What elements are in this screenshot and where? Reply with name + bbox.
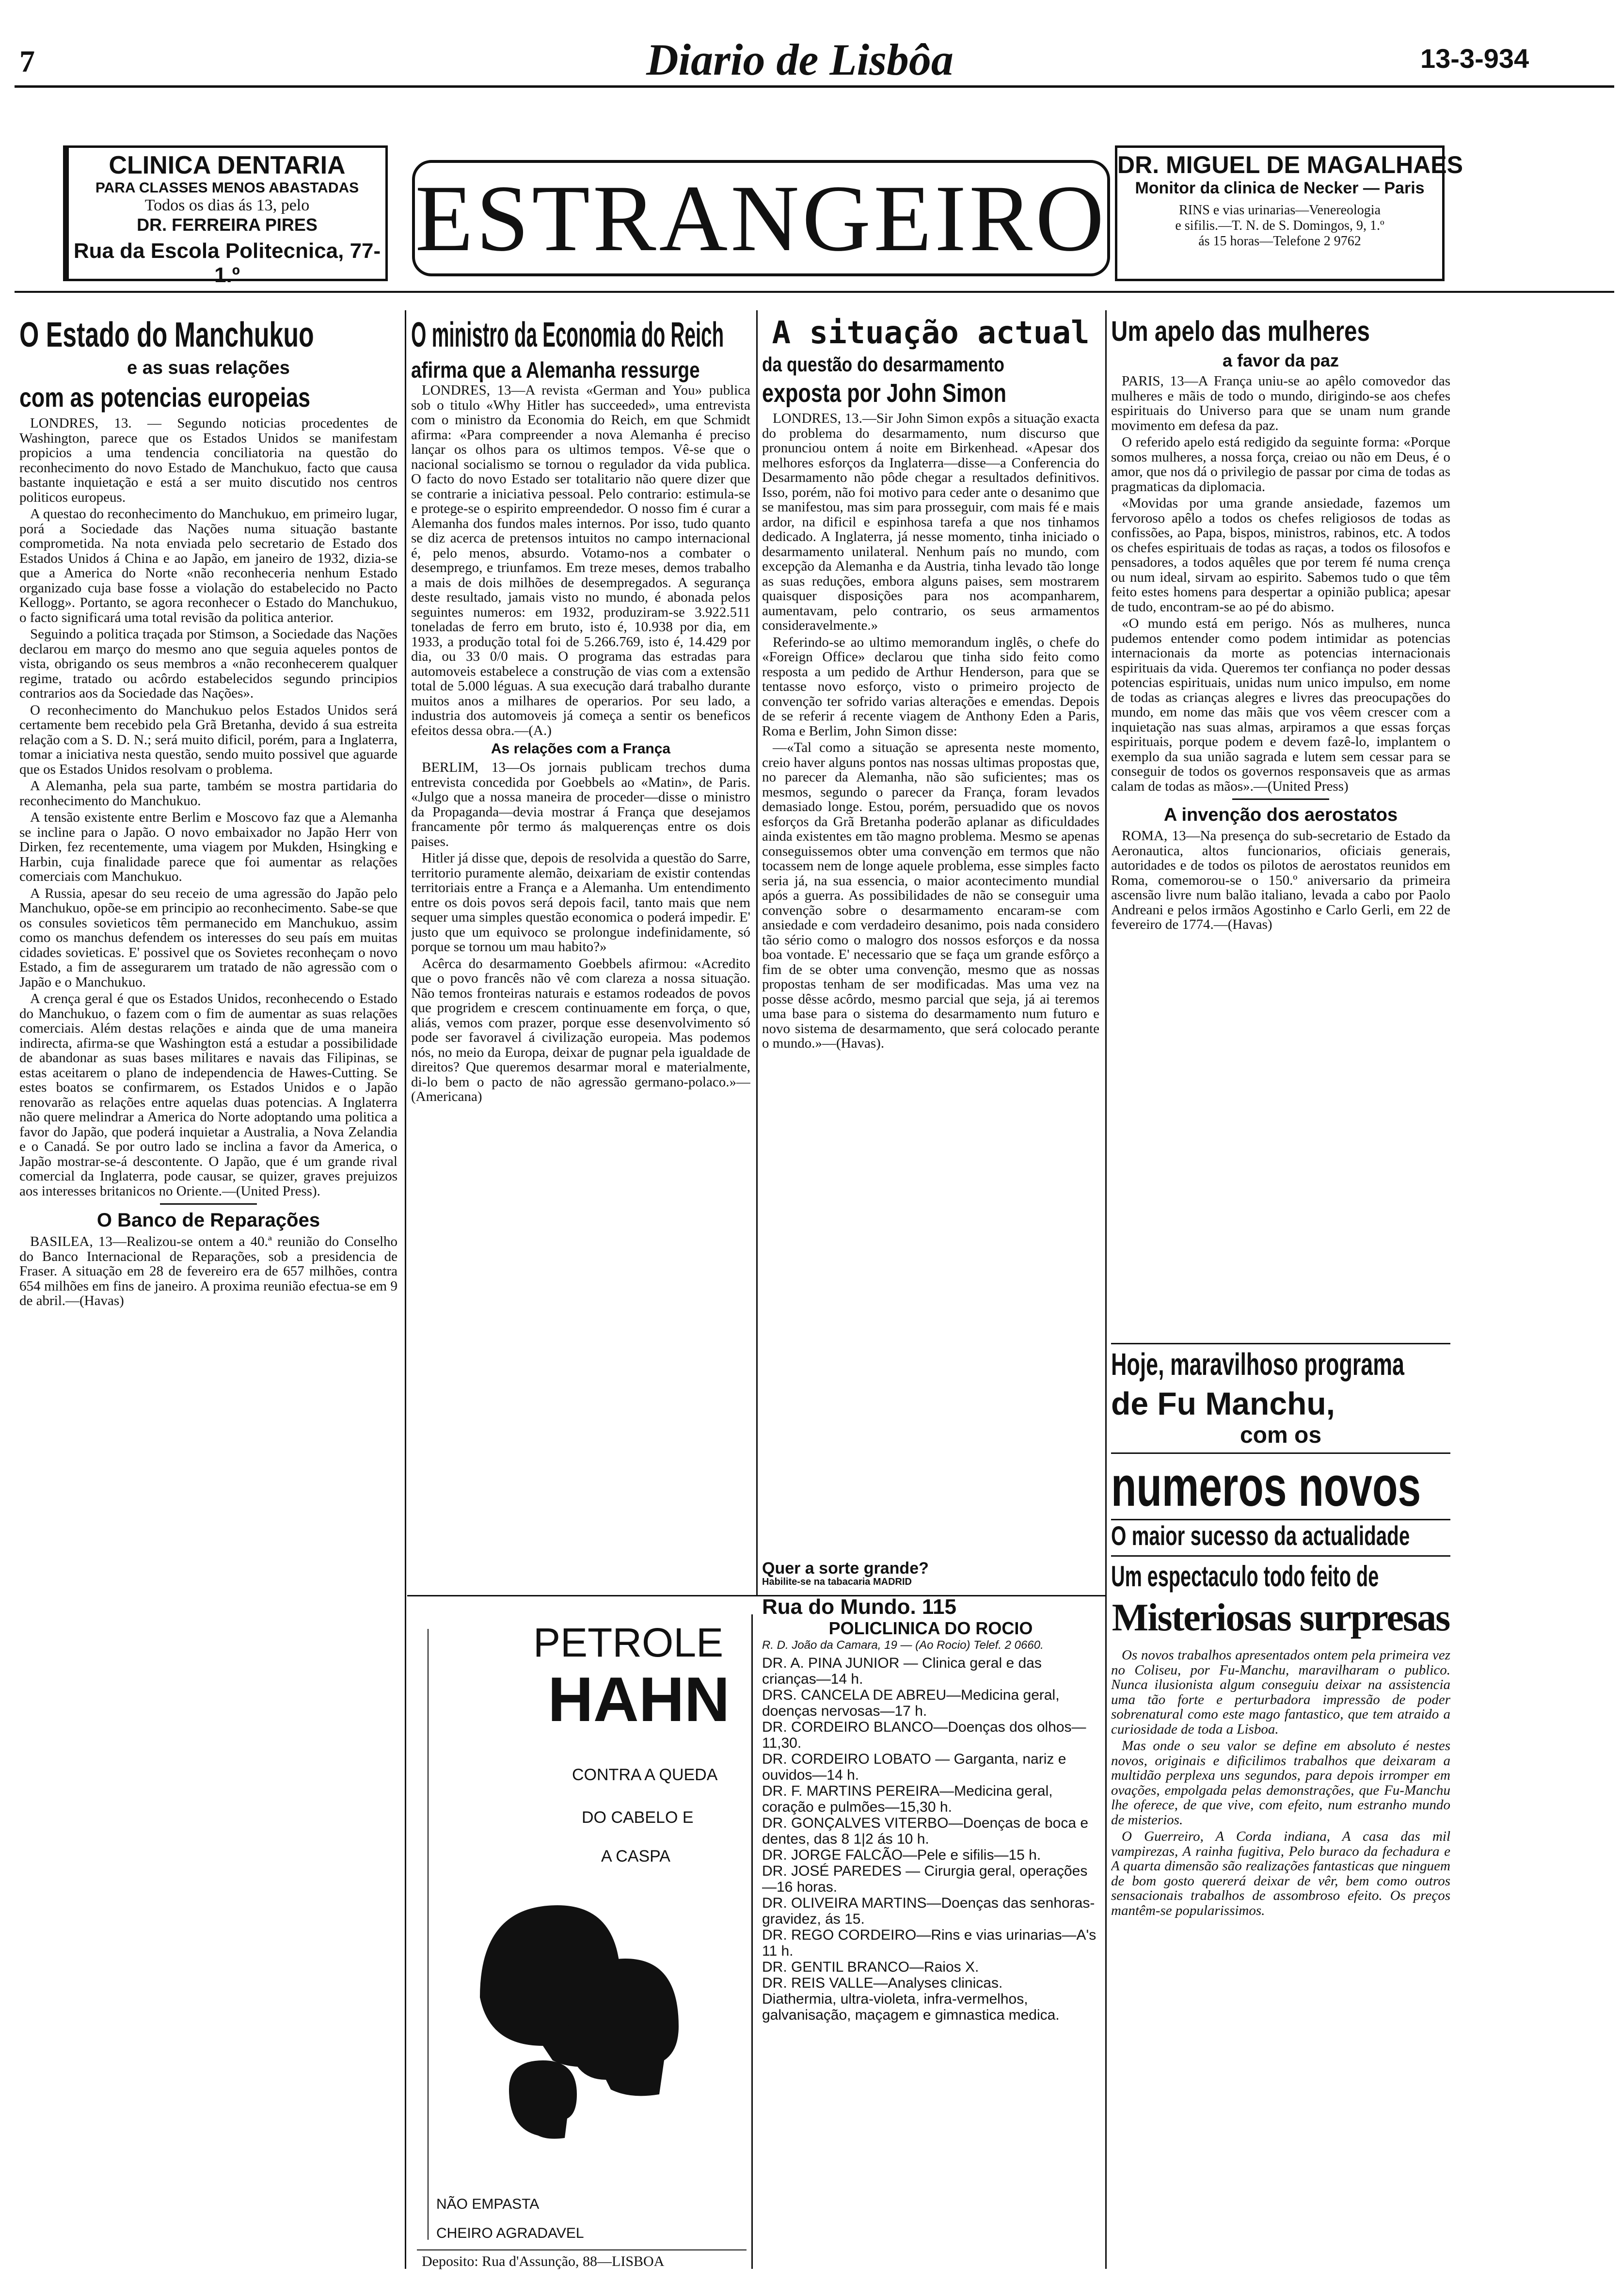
subhead: com as potencias europeias — [19, 382, 311, 413]
list-item: DR. GENTIL BRANCO—Raios X. — [762, 1959, 979, 1975]
paragraph: A Alemanha, pela sua parte, também se mostra partidaria do reconhecimento do Manchukuo. — [19, 778, 397, 809]
headline: O Banco de Reparações — [96, 1210, 320, 1231]
ad-line: DO CABELO E — [582, 1808, 694, 1827]
ad-title: POLICLINICA DO ROCIO — [828, 1618, 1033, 1638]
ad-line: Um espectaculo todo feito de — [1111, 1560, 1379, 1593]
ad-fu-manchu — [1111, 1343, 1450, 2269]
article-disarmament — [762, 315, 1099, 1556]
ad-line: DR. MIGUEL DE MAGALHAES — [1117, 151, 1463, 178]
brand-name: HAHN — [548, 1664, 730, 1735]
ad-line: ás 15 horas—Telefone 2 9762 — [1198, 234, 1361, 249]
subhead: As relações com a França — [491, 741, 671, 757]
ad-line: DR. FERREIRA PIRES — [137, 215, 318, 235]
section-banner: ESTRANGEIRO — [412, 160, 1110, 276]
paragraph: Mas onde o seu valor se define em absoluto é nestes novos, originais e dificilimos trabalhos que deixaram a multidão perplexa uns segundos, para depois irromper em ovações, empolgada pelas demonstrações, que Fu-Manchu lhe oferece, de que vive, com efeito, num estranho mundo de misterios. — [1111, 1738, 1450, 1828]
list-item: DR. GONÇALVES VITERBO—Doenças de boca e dentes, das 8 1|2 ás 10 h. — [762, 1815, 1089, 1847]
ad-line: RINS e vias urinarias—Venereologia — [1179, 203, 1381, 218]
issue-date: 13-3-934 — [1420, 43, 1529, 74]
list-item: DR. REGO CORDEIRO—Rins e vias urinarias—A's 11 h. — [762, 1927, 1097, 1959]
paragraph: PARIS, 13—A França uniu-se ao apêlo comovedor das mulheres e mãis de todo o mundo, dirigindo-se aos chefes espirituais do Universo para que se unam num grande movimento em defesa da paz. — [1111, 373, 1450, 433]
ad-line: Misteriosas surpresas — [1112, 1596, 1450, 1639]
article-women-appeal — [1111, 315, 1450, 1338]
ad-line: Monitor da clinica de Necker — Paris — [1135, 179, 1425, 197]
list-item: Diathermia, ultra-violeta, infra-vermelhos, galvanisação, maçagem e gimnastica medica. — [762, 1991, 1060, 2023]
paragraph: «O mundo está em perigo. Nós as mulheres, nunca pudemos entender como podem intimidar as potencias internacionais da morte as potencias internacionais espirituais da vida. Queremos ter confiança no poder dessas potencias espirituais, unidas num unico impulso, em nome de todas as crianças alegres e livres das preocupações do mundo, em nome das mãis que vos vêem crescer com a inquietação nas suas almas, arpiramos a que essas forças espirituais, porque podem e devem fazê-lo, implantem o exemplo da sua união sagrada e lutem sem cessar para se conseguir de todos os governos responsaveis que as armas calam de todas as mãos».—(United Press) — [1111, 616, 1450, 794]
paragraph: A Russia, apesar do seu receio de uma agressão do Japão pelo Manchukuo, opõe-se em principio ao reconhecimento. Sabe-se que os consules sovieticos têm permanecido em Manchukuo, assim como os manchus defendem os interesses do seu país em muitas cidades sovieticas. E' possivel que os Sovietes reconheçam o novo Estado, a fim de assegurarem um tratado de não agressão com o Japão e o Manchukuo. — [19, 885, 397, 990]
paragraph: Hitler já disse que, depois de resolvida a questão do Sarre, territorio puramente alemão, deixariam de existir contendas territoriais entre a França e a Alemanha. Um entendimento entre os dois povos será depois facil, tanto mais que nem sequer uma simples questão economica o poderá impedir. E' justo que um equivoco se prolongue indefinidamente, só porque se tornou um mau habito?» — [411, 850, 750, 955]
headline: Um apelo das mulheres — [1111, 316, 1370, 347]
ad-line: Habilite-se na tabacaria MADRID — [762, 1577, 912, 1587]
product-name: PETROLE — [533, 1620, 724, 1665]
ad-line: CONTRA A QUEDA — [572, 1766, 718, 1784]
ad-line: com os — [1240, 1422, 1322, 1448]
ad-line: Todos os dias ás 13, pelo — [144, 196, 310, 214]
list-item: DR. CORDEIRO LOBATO — Garganta, nariz e ouvidos—14 h. — [762, 1751, 1066, 1783]
ad-petrole-hahn — [417, 1614, 747, 2269]
paragraph: BERLIM, 13—Os jornais publicam trechos duma entrevista concedida por Goebbels ao «Matin», de Paris. «Julgo que a nossa maneira de proceder—disse o ministro da Propaganda—devia mostrar á França que desejamos francamente pôr termo ás malquerenças entre os dois paises. — [411, 760, 750, 849]
ad-line: Deposito: Rua d'Assunção, 88—LISBOA — [422, 2253, 665, 2269]
newspaper-title: Diario de Lisbôa — [646, 35, 954, 84]
ad-sorte-address: Rua do Mundo. 115 — [762, 1595, 956, 1619]
article-reich-economy — [411, 315, 750, 1590]
ad-line: de Fu Manchu, — [1111, 1386, 1335, 1421]
article-manchukuo — [19, 315, 397, 2274]
paragraph: BASILEA, 13—Realizou-se ontem a 40.ª reunião do Conselho do Banco Internacional de Reparações, sob a presidencia de Fraser. A situação em 28 de fevereiro era de 657 milhões, contra 654 milhões em fins de janeiro. A proxima reunião efectua-se em 9 de abril.—(Havas) — [19, 1234, 397, 1308]
ad-line: O maior sucesso da actualidade — [1111, 1520, 1410, 1551]
paragraph: LONDRES, 13.—Sir John Simon expôs a situação exacta do problema do desarmamento, num discurso que pronunciou ontem á noite em Birkenhead. «Apesar dos melhores esforços da Inglaterra—disse—a Conferencia do Desarmamento não pôde chegar a resultados definitivos. Isso, porém, não foi motivo para ceder ante o desanimo que se manifestou, mas sim para prosseguir, com mais fé e mais ardor, na dificil e espinhosa tarefa a que nos tinhamos dedicado. A Inglaterra, já nesse momento, tinha iniciado o desarmamento unilateral. Nenhum país no mundo, com excepção da Alemanha e da Austria, tinha levado tão longe as suas reduções, embora alguns paises, sem mostrarem quaisquer disposições para nos acompanharem, aumentavam, pelo contrario, os seus armamentos consideravelmente.» — [762, 411, 1099, 633]
ad-policlinica — [762, 1618, 1099, 2268]
headline: A situação actual — [772, 315, 1090, 351]
page-number: 7 — [19, 44, 35, 79]
list-item: DR. OLIVEIRA MARTINS—Doenças das senhoras-gravidez, ás 15. — [762, 1895, 1095, 1927]
paragraph: A questao do reconhecimento do Manchukuo, em primeiro lugar, porá a Sociedade das Nações numa situação bastante comprometida. Na nota enviada pelo secretario de Estado dos Estados Unidos á China e ao Japão, em janeiro de 1932, dizia-se que a America do Norte «não reconheceria nenhum Estado organizado cuja base fosse a violação do estabelecido no Pacto Kellogg». Portanto, se agora reconhecer o Estado do Manchukuo, o facto significará uma total revisão da politica anterior. — [19, 506, 397, 625]
ad-sorte-grande — [762, 1560, 1099, 1595]
list-item: DRS. CANCELA DE ABREU—Medicina geral, doenças nervosas—17 h. — [762, 1687, 1060, 1719]
paragraph: LONDRES, 13—A revista «German and You» publica sob o titulo «Why Hitler has succeeded», uma entrevista com o ministro da Economia do Reich, em que Schmidt afirma: «Para compreender a nova Alemanha é preciso lançar os olhos para os ultimos tempos. Vê-se que o nacional socialismo se tornou o regulador da vida publica. O facto do novo Estado ser totalitario não quere dizer que se contrarie a iniciativa pessoal. Pelo contrario: estimula-se e protege-se o espirito empreendedor. O nosso fim é curar a Alemanha dos fundos males internos. Por isso, tudo quanto se diz acerca de pretensos intuitos no campo internacional é, pelo menos, absurdo. Votamo-nos a combater o desemprego, e triunfamos. Em treze meses, demos trabalho a mais de dois milhões de desempregados. A segurança deste resultado, jamais visto no mundo, é abonada pelos seguintes numeros: em 1932, produziram-se 3.922.511 toneladas de ferro em bruto, isto é, 10.938 por dia, em 1933, a produção total foi de 5.266.769, isto é, 14.429 por dia, ou 33 0/0 mais. O programa das estradas para automoveis estabelece a construção de vias com a extensão total de 5.000 léguas. A sua execução dará trabalho durante muitos anos a milhares de operarios. Por seu lado, a industria dos automoveis já começa a sentir os beneficos efeitos dessa obra.—(A.) — [411, 383, 750, 738]
subhead: a favor da paz — [1222, 351, 1339, 370]
ad-line: Hoje, maravilhoso programa — [1111, 1347, 1404, 1382]
headline: O Estado do Manchukuo — [19, 316, 314, 354]
subhead: e as suas relações — [127, 358, 290, 378]
list-item: DR. JORGE FALCÃO—Pele e sifilis—15 h. — [762, 1847, 1041, 1863]
paragraph: O referido apelo está redigido da seguinte forma: «Porque somos mulheres, a nossa força, creiao ou não em Deus, é o amor, que nos dá o privilegio de passar por cima de todas as pragmaticas da diplomacia. — [1111, 434, 1450, 494]
ad-line: A CASPA — [601, 1847, 670, 1866]
paragraph: O reconhecimento do Manchukuo pelos Estados Unidos será certamente bem recebido pela Grã Bretanha, devido á sua estreita relação com a S. D. N.; será muito dificil, porém, para a Inglaterra, tomar a iniciativa nesta questão, sendo muito possivel que aguarde que os Estados Unidos resolvam o problema. — [19, 702, 397, 777]
paragraph: A crença geral é que os Estados Unidos, reconhecendo o Estado do Manchukuo, o fazem com o fim de aumentar as suas relações comerciais. Além destas relações e ainda que de uma maneira indirecta, afirma-se que Washington está a estudar a possibilidade de abandonar as suas bases militares e navais das Filipinas, se estas aceitarem o plano de independencia de Hawes-Cutting. Se estes boatos se confirmarem, os Estados Unidos e o Japão renovarão as relações entre aquelas duas potencias. A Inglaterra não quere melindrar a America do Norte adoptando uma politica a favor do Japão, que poderá inquietar a Australia, a Nova Zelandia e o Canadá. Se por outro lado se inclina a favor da America, o Japão mostrar-se-á descontente. O Japão, que é um grande rival comercial da Inglaterra, pode causar, se quizer, graves prejuizos aos interesses britanicos no Oriente.—(United Press). — [19, 991, 397, 1199]
ad-line: CHEIRO AGRADAVEL — [436, 2225, 584, 2241]
ad-line: PARA CLASSES MENOS ABASTADAS — [95, 180, 359, 196]
ad-line: CLINICA DENTARIA — [109, 151, 346, 179]
ad-line: e sifilis.—T. N. de S. Domingos, 9, 1.º — [1175, 218, 1384, 233]
list-item: DR. JOSÉ PAREDES — Cirurgia geral, operações—16 horas. — [762, 1863, 1088, 1895]
list-item: DR. F. MARTINS PEREIRA—Medicina geral, coração e pulmões—15,30 h. — [762, 1783, 1053, 1815]
ad-line: R. D. João da Camara, 19 — (Ao Rocio) Telef. 2 0660. — [762, 1639, 1044, 1652]
list-item: DR. A. PINA JUNIOR — Clinica geral e das crianças—14 h. — [762, 1655, 1042, 1687]
headline: A invenção dos aerostatos — [1163, 805, 1398, 825]
paragraph: Os novos trabalhos apresentados ontem pela primeira vez no Coliseu, por Fu-Manchu, maravilharam o publico. Nunca ilusionista algum conseguiu deixar na assistencia uma tão forte e perturbadora impressão de poder sobrenatural como este mago fantastico, que tem atraido a curiosidade de toda a Lisboa. — [1111, 1647, 1450, 1737]
paragraph: LONDRES, 13. — Segundo noticias procedentes de Washington, parece que os Estados Unidos se manifestam propicios a uma tendencia conciliatoria na questão do reconhecimento do novo Estado de Manchukuo, facto que causa bastante inquietação e está a ser muito discutido nos centros politicos europeus. — [19, 415, 397, 505]
ad-line: Rua da Escola Politecnica, 77-1.º — [73, 239, 381, 287]
headline: O ministro da Economia do Reich — [411, 316, 724, 354]
ad-line: Quer a sorte grande? — [762, 1559, 929, 1578]
paragraph: O Guerreiro, A Corda indiana, A casa das mil vampirezas, A rainha fugitiva, Pelo buraco da fechadura e A quarta dimensão são realizações fantasticas que ninguem de bom gosto quererá deixar de vêr, bem como outros sensacionais trabalhos de assombroso efeito. Os preços mantêm-se popularissimos. — [1111, 1829, 1450, 1918]
ad-magalhaes — [1115, 145, 1463, 281]
list-item: DR. REIS VALLE—Analyses clinicas. — [762, 1975, 1003, 1991]
ad-line: NÃO EMPASTA — [436, 2196, 540, 2212]
paragraph: ROMA, 13—Na presença do sub-secretario de Estado da Aeronautica, altos funcionarios, oficiais generais, autoridades e de todos os pilotos de aerostatos reunidos em Roma, comemorou-se o 150.º aniversario da primeira ascensão livre num balão italiano, levada a cabo por Paolo Andreani e pelos irmãos Agostinho e Carlo Gerli, em 22 de fevereiro de 1774.—(Havas) — [1111, 828, 1450, 932]
subhead: afirma que a Alemanha ressurge — [411, 357, 700, 383]
silhouette-heads-illustration — [461, 1886, 732, 2157]
paragraph: A tensão existente entre Berlim e Moscovo faz que a Alemanha se incline para o Japão. O novo embaixador no Japão Herr von Dirken, fez recentemente, uma viagem por Mukden, Hsingking e Harbin, cuja finalidade parece que foi aumentar as relações comerciais com Manchukuo. — [19, 810, 397, 884]
ad-clinica-dentaria — [63, 145, 388, 287]
subhead: exposta por John Simon — [762, 379, 1007, 408]
ad-line: numeros novos — [1111, 1455, 1421, 1518]
paragraph: Referindo-se ao ultimo memorandum inglês, o chefe do «Foreign Office» declarou que tinha sido feito como resposta a um pedido de Arthur Henderson, para que se tentasse novo esforço, visto o primeiro projecto de convenção ter sofrido varias alterações e emendas. Depois de se referir á recente viagem de Anthony Eden a Paris, Roma e Berlim, John Simon disse: — [762, 634, 1099, 739]
paragraph: Acêrca do desarmamento Goebbels afirmou: «Acredito que o povo francês não vê com clareza a nossa situação. Não temos fronteiras naturais e estamos rodeados de povos que progridem e crescem continuamente em força, o que, aliás, vemos com prazer, porque esse desenvolvimento só pode ser favoravel á civilização europeia. Mas podemos nós, no meio da Europa, deixar de pugnar pela igualdade de direitos? Que queremos desarmar moral e materialmente, di-lo bem o pacto de não agressão germano-polaco.»—(Americana) — [411, 956, 750, 1104]
paragraph: Seguindo a politica traçada por Stimson, a Sociedade das Nações declarou em março do mesmo ano que seguia aqueles pontos de vista, obrigando os seus membros a «não reconhecerem qualquer regime, tratado ou acôrdo estabelecidos segundo principios contrarios aos da Sociedade das Nações». — [19, 626, 397, 701]
subhead: da questão do desarmamento — [762, 353, 1004, 376]
list-item: DR. CORDEIRO BLANCO—Doenças dos olhos—11,30. — [762, 1719, 1086, 1751]
paragraph: —«Tal como a situação se apresenta neste momento, creio haver alguns pontos nas nossas ultimas propostas que, no parecer da Alemanha, não são suficientes; mas os mesmos, segundo o parecer da França, foram levados demasiado longe. Estou, porém, persuadido que os novos esforços da Grã Bretanha poderão aplanar as dificuldades ainda existentes em tão magno problema. Mesmo se apenas conseguissemos obter uma convenção em termos que não tocassem nem de longe aquele problema, esse simples facto seria já, na sua essencia, o maior acontecimento mundial após a guerra. As possibilidades de não se conseguir uma convenção sobre o desarmamento encaram-se com ansiedade e com verdadeiro desanimo, pois nada considero tão sério como o malogro dos nossos esforços e da nossa boa vontade. E' necessario que se faça um grande esfôrço a fim de se obter uma convenção, mesmo que as nossas propostas tenham de ser modificadas. Mas uma vez na posse dêsse acôrdo, mesmo parcial que seja, já ai teremos uma base para o sistema do desarmamento num futuro e novo sistema de desarmamento, que será colocado perante o mundo.»—(Havas). — [762, 740, 1099, 1051]
paragraph: «Movidas por uma grande ansiedade, fazemos um fervoroso apêlo a todos os chefes religiosos de todas as confissões, ao Papa, bispos, ministros, rabinos, etc. A todos os chefes espirituais de todas as raças, a todos os filosofos e pensadores, a todos aquêles que por terem fé numa crença ou num ideal, sirvam ao espirito. Sabemos tudo o que têm feito estes homens para despertar a opinião publica; apesar de tudo, encontram-se ao pé do abismo. — [1111, 495, 1450, 615]
